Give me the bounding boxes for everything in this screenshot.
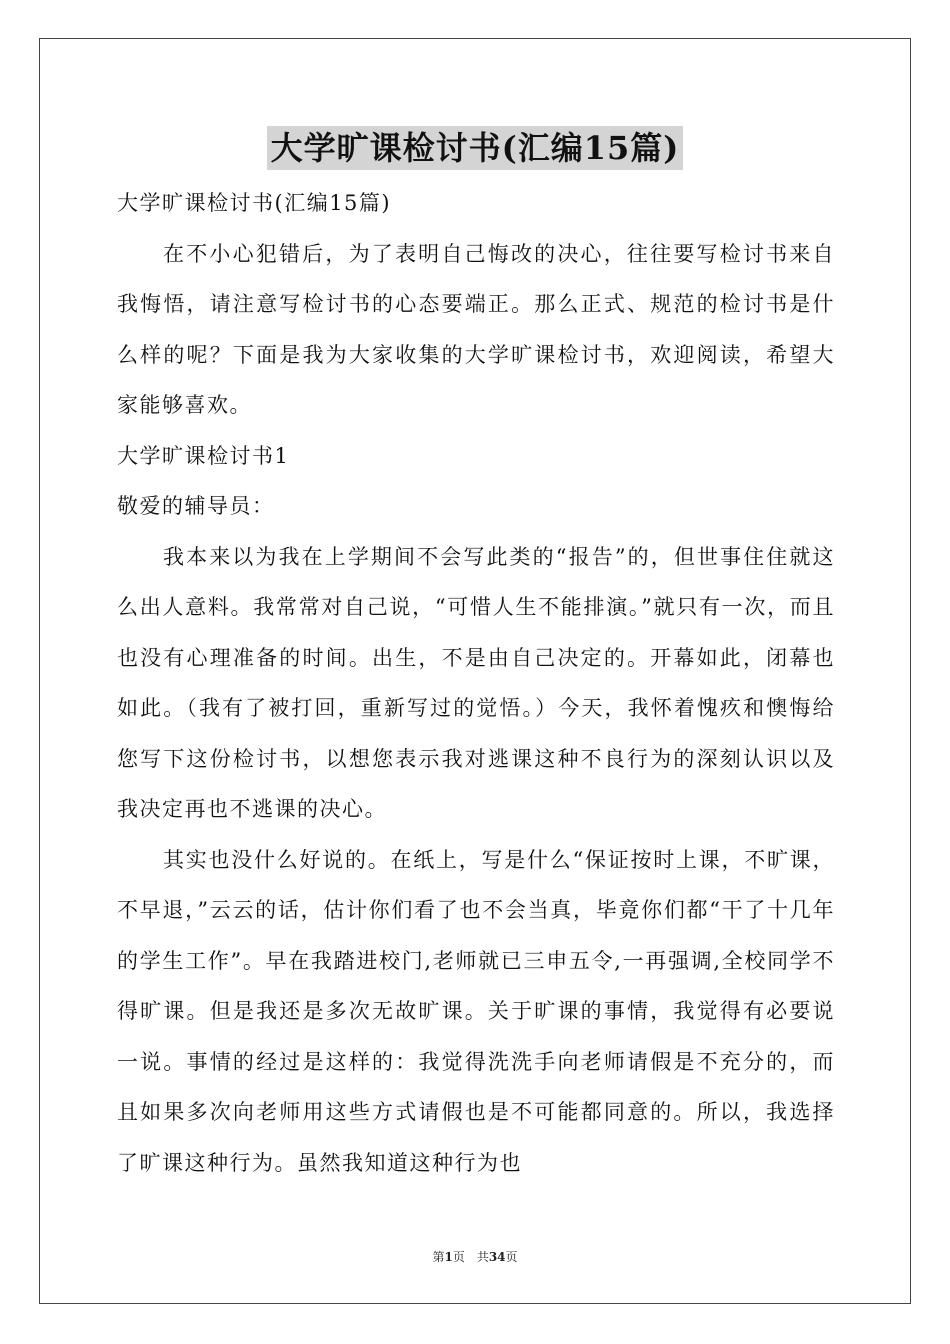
body-paragraph-2: 其实也没什么好说的。在纸上，写是什么“保证按时上课，不旷课，不早退，”云云的话，估计你们看了也不会当真，毕竟你们都“干了十几年的学生工作”。早在我踏进校门,老师就已三申五令,一再强调,全校同学不得旷课。但是我还是多次无故旷课。关于旷课的事情，我觉得有必要说一说。事情的经过是这样的：我觉得洗洗手向老师请假是不充分的，而且如果多次向老师用这些方式请假也是不可能都同意的。所以，我选择了旷课这种行为。虽然我知道这种行为也 [117,847,835,1175]
section-heading: 大学旷课检讨书1 [117,443,290,468]
body-paragraph-1: 我本来以为我在上学期间不会写此类的“报告”的，但世事住住就这么出人意料。我常常对自己说，“可惜人生不能排演。”就只有一次，而且也没有心理准备的时间。出生，不是由自己决定的。开幕如此，闭幕也如此。（我有了被打回，重新写过的觉悟。）今天，我怀着愧疚和懊悔给您写下这份检讨书，以想您表示我对逃课这种不良行为的深刻认识以及我决定再也不逃课的决心。 [117,544,835,821]
salutation: 敬爱的辅导员： [117,494,275,518]
footer-prefix: 第 [432,1250,445,1264]
intro-paragraph: 在不小心犯错后，为了表明自己悔改的决心，往往要写检讨书来自我悔悟，请注意写检讨书的心态要端正。那么正式、规范的检讨书是什么样的呢？下面是我为大家收集的大学旷课检讨书，欢迎阅读，希望大家能够喜欢。 [117,241,835,417]
footer-middle: 页 共 [452,1250,489,1264]
document-body [117,178,835,1188]
title-container [0,126,950,170]
document-title: 大学旷课检讨书(汇编15篇) [267,126,684,170]
subtitle-line: 大学旷课检讨书(汇编15篇) [117,191,392,215]
current-page-number: 1 [444,1250,453,1264]
footer-suffix: 页 [505,1250,518,1264]
total-pages-number: 34 [488,1250,506,1264]
page-footer [0,1248,950,1265]
